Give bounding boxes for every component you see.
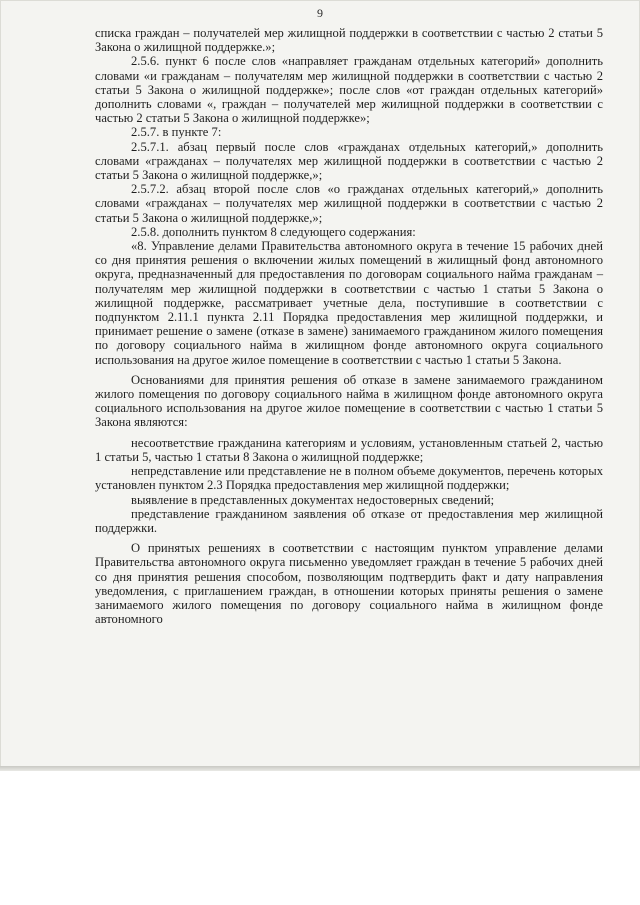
paragraph-point-8: «8. Управление делами Правительства автономного округа в течение 15 рабочих дней со дня принятия решения о включении жилых помещений в жилищный фонд автономного округа, предназначенный для предоставления по договорам социального найма гражданам – получателям мер жилищной поддержки в соответствии с частью 1 статьи 5 Закона о жилищной поддержке, рассматривает учетные дела, поступившие в соответствии с подпунктом 2.11.1 пункта 2.11 Порядка предоставления мер жилищной поддержки, и принимает решение о замене (отказе в замене) занимаемого гражданином жилого помещения по договору социального найма в жилищном фонде автономного округа социального использования на другое жилое помещение в соответствии с частью 1 статьи 5 Закона. xyxy=(95,239,603,367)
paragraph-refusal-grounds: Основаниями для принятия решения об отказе в замене занимаемого гражданином жилого помещения по договору социального найма в жилищном фонде автономного округа социального использования на другое жилое помещение в соответствии с частью 1 статьи 5 Закона являются: xyxy=(95,372,603,430)
list-item-refusal-statement: представление гражданином заявления об отказе от предоставления мер жилищной поддержки. xyxy=(95,506,603,535)
paragraph-2-5-8: 2.5.8. дополнить пунктом 8 следующего содержания: xyxy=(131,224,416,239)
paragraph-2-5-7: 2.5.7. в пункте 7: xyxy=(131,125,222,140)
page-number: 9 xyxy=(317,6,323,20)
document-body xyxy=(95,26,603,626)
list-item-documents: непредставление или представление не в полном объеме документов, перечень которых установлен пунктом 2.3 Порядка предоставления мер жилищной поддержки; xyxy=(95,464,603,493)
paragraph-2-5-6: 2.5.6. пункт 6 после слов «направляет гражданам отдельных категорий» дополнить словами «и гражданам – получателям мер жилищной поддержки в соответствии с частью 2 статьи 5 Закона о жилищной поддержке»; после слов «от граждан отдельных категорий» дополнить словами «, граждан – получателей мер жилищной поддержки в соответствии с частью 2 статьи 5 Закона о жилищной поддержке»; xyxy=(95,54,603,126)
page-edge xyxy=(0,766,640,771)
paragraph-continuation: списка граждан – получателей мер жилищной поддержки в соответствии с частью 2 статьи 5 Закона о жилищной поддержке.»; xyxy=(95,26,603,55)
paragraph-notification: О принятых решениях в соответствии с настоящим пунктом управление делами Правительства автономного округа письменно уведомляет граждан в течение 5 рабочих дней со дня принятия решения способом, позволяющим подтвердить факт и дату направления уведомления, с приглашением граждан, в отношении которых приняты решения о замене занимаемого жилого помещения по договору социального найма в жилищном фонде автономного xyxy=(95,541,603,627)
paragraph-2-5-7-1: 2.5.7.1. абзац первый после слов «гражданах отдельных категорий,» дополнить словами «гражданах – получателях мер жилищной поддержки в соответствии с частью 2 статьи 5 Закона о жилищной поддержке,»; xyxy=(95,139,603,183)
list-item-mismatch: несоответствие гражданина категориям и условиям, установленным статьей 2, частью 1 статьи 5, частью 1 статьи 8 Закона о жилищной поддержке; xyxy=(95,435,603,464)
paragraph-2-5-7-2: 2.5.7.2. абзац второй после слов «о гражданах отдельных категорий,» дополнить словами «гражданах – получателях мер жилищной поддержки в соответствии с частью 2 статьи 5 Закона о жилищной поддержке,»; xyxy=(95,182,603,225)
list-item-false-info: выявление в представленных документах недостоверных сведений; xyxy=(131,492,495,507)
